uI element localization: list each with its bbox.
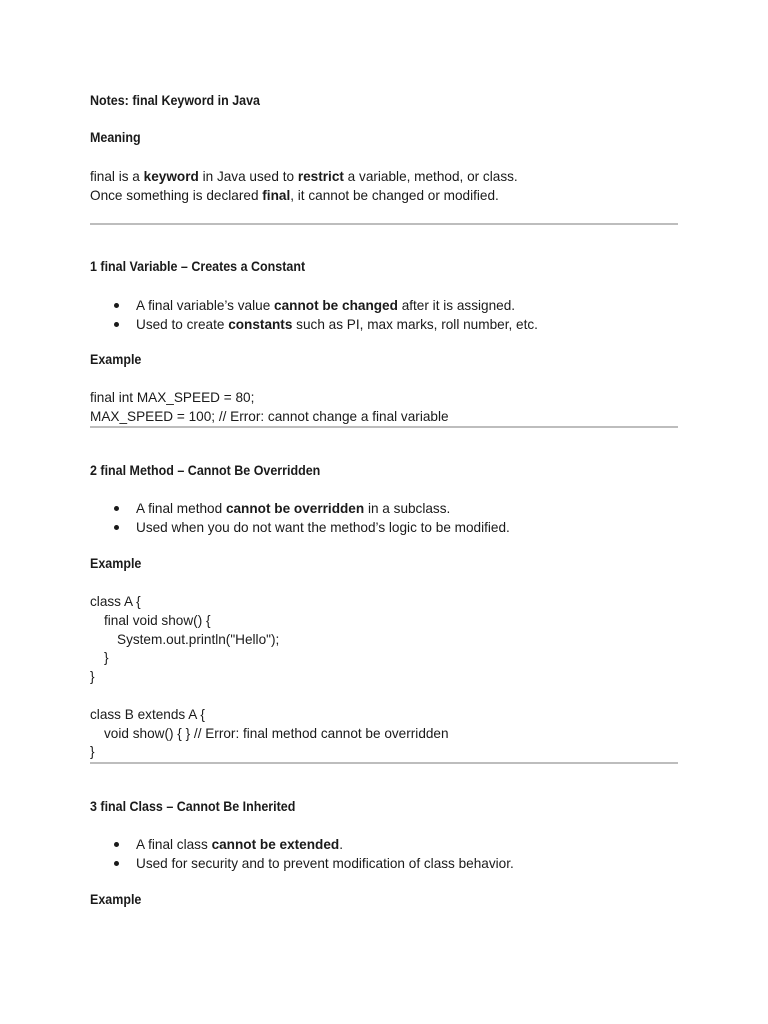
- section2-example-heading: Example: [90, 556, 142, 572]
- text-run: .: [339, 837, 343, 852]
- code-line: void show() { } // Error: final method cannot be overridden: [104, 725, 449, 741]
- section-divider: [90, 762, 678, 764]
- text-run: Once something is declared: [90, 188, 263, 203]
- code-line: class A {: [90, 594, 141, 609]
- code-line: [90, 687, 678, 706]
- text-run: Used to create: [136, 317, 229, 332]
- text-run: in Java used to: [198, 169, 298, 184]
- document-title: Notes: final Keyword in Java: [90, 93, 260, 109]
- text-run: A final variable’s value: [136, 298, 275, 313]
- meaning-line-1: [90, 167, 678, 186]
- code-line: }: [90, 669, 95, 685]
- list-item: Used for security and to prevent modification of class behavior.: [90, 854, 678, 873]
- section1-code: [90, 389, 678, 427]
- meaning-paragraph: [90, 167, 678, 205]
- section-divider: [90, 223, 678, 225]
- code-line: System.out.println("Hello");: [117, 631, 280, 647]
- text-run: , it cannot be changed or modified.: [290, 188, 499, 203]
- list-item: [90, 835, 678, 854]
- text-run: A final method: [136, 501, 226, 516]
- section3-heading: 3 final Class – Cannot Be Inherited: [90, 799, 296, 815]
- section1-example-heading: Example: [90, 352, 142, 368]
- code-line: class B extends A {: [90, 706, 205, 722]
- bold-run: restrict: [297, 169, 344, 184]
- text-run: A final class: [136, 837, 212, 852]
- list-item: Used when you do not want the method’s logic to be modified.: [90, 518, 678, 537]
- text-run: a variable, method, or class.: [343, 169, 518, 184]
- text-run: in a subclass.: [364, 501, 451, 516]
- code-line: MAX_SPEED = 100; // Error: cannot change a final variable: [90, 408, 449, 424]
- text-run: after it is assigned.: [397, 298, 516, 313]
- list-item: [90, 296, 678, 315]
- list-item: [90, 315, 678, 334]
- section3-example-heading: Example: [90, 892, 142, 908]
- meaning-line-2: [90, 186, 678, 205]
- section2-code: [90, 593, 678, 762]
- bold-run: cannot be changed: [274, 298, 398, 313]
- section1-bullets: [90, 296, 678, 334]
- list-item: [90, 499, 678, 518]
- section2-bullets: [90, 499, 678, 537]
- section3-bullets: [90, 835, 678, 873]
- section1-heading: 1 final Variable – Creates a Constant: [90, 259, 306, 275]
- bold-run: constants: [228, 317, 293, 332]
- code-line: final int MAX_SPEED = 80;: [90, 390, 255, 405]
- bold-run: cannot be overridden: [225, 501, 365, 516]
- text-run: such as PI, max marks, roll number, etc.: [292, 317, 538, 332]
- meaning-heading: Meaning: [90, 130, 141, 146]
- section2-heading: 2 final Method – Cannot Be Overridden: [90, 463, 321, 479]
- bold-run: keyword: [143, 169, 199, 184]
- code-line: }: [90, 744, 95, 760]
- bold-run: cannot be extended: [211, 837, 340, 852]
- code-line: }: [104, 650, 109, 666]
- bold-run: final: [262, 188, 291, 203]
- text-run: final is a: [90, 169, 144, 184]
- section-divider: [90, 426, 678, 428]
- code-line: final void show() {: [104, 612, 211, 628]
